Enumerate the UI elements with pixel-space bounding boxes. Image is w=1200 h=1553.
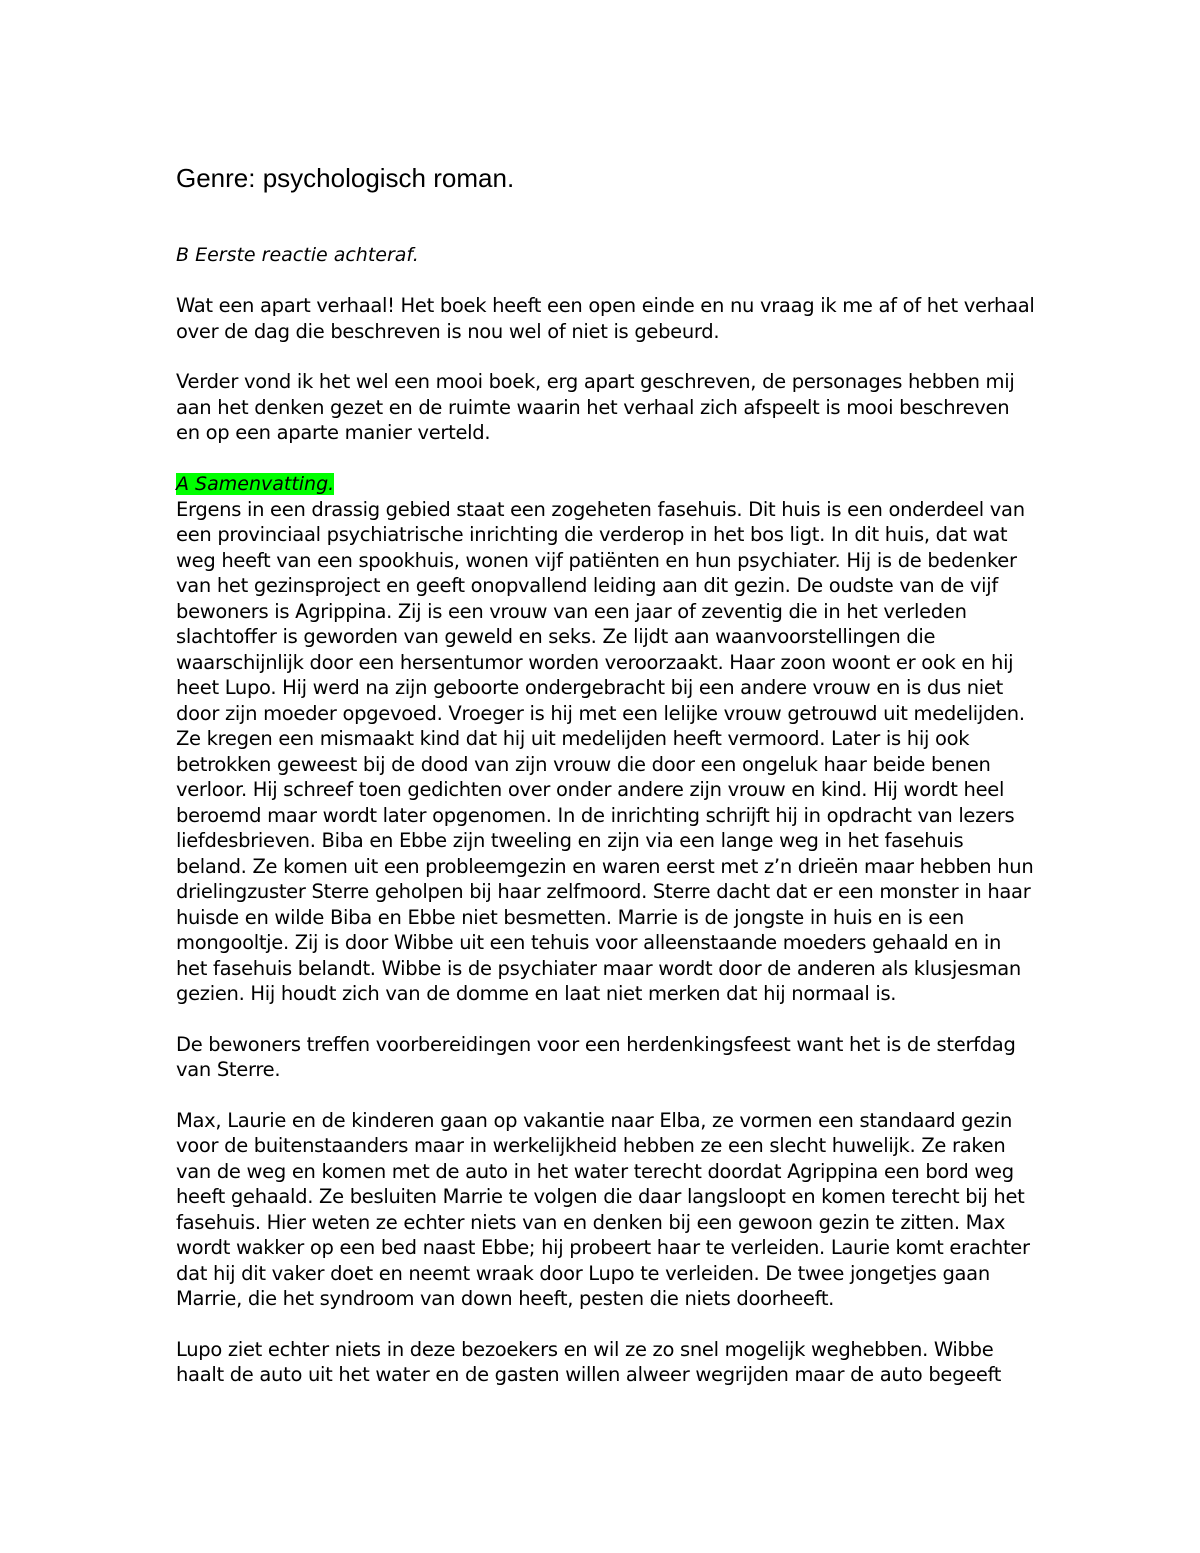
paragraph: Max, Laurie en de kinderen gaan op vakantie naar Elba, ze vormen een standaard gezin voor de buitenstaanders maar in werkelijkheid hebben ze een slecht huwelijk. Ze raken van de weg en komen met de auto in het water terecht doordat Agrippina een bord weg heeft gehaald. Ze besluiten Marrie te volgen die daar langsloopt en komen terecht bij het fasehuis. Hier weten ze echter niets van en denken bij een gewoon gezin te zitten. Max wordt wakker op een bed naast Ebbe; hij probeert haar te verleiden. Laurie komt erachter dat hij dit vaker doet en neemt wraak door Lupo te verleiden. De twee jongetjes gaan Marrie, die het syndroom van down heeft, pesten die niets doorheeft. [176,1108,1030,1310]
section-a-heading: A Samenvatting. [176,472,335,495]
genre-line: Genre: psychologisch roman. [176,163,515,193]
document-content [176,162,1036,1388]
paragraph: Wat een apart verhaal! Het boek heeft een open einde en nu vraag ik me af of het verhaal over de dag die beschreven is nou wel of niet is gebeurd. [176,294,1035,343]
section-b-heading: B Eerste reactie achteraf. [176,244,419,266]
paragraph: Ergens in een drassig gebied staat een zogeheten fasehuis. Dit huis is een onderdeel van een provinciaal psychiatrische inrichting die verderop in het bos ligt. In dit huis, dat wat weg heeft van een spookhuis, wonen vijf patiënten en hun psychiater. Hij is de bedenker van het gezinsproject en geeft onopvallend leiding aan dit gezin. De oudste van de vijf bewoners is Agrippina. Zij is een vrouw van een jaar of zeventig die in het verleden slachtoffer is geworden van geweld en seks. Ze lijdt aan waanvoorstellingen die waarschijnlijk door een hersentumor worden veroorzaakt. Haar zoon woont er ook en hij heet Lupo. Hij werd na zijn geboorte ondergebracht bij een andere vrouw en is dus niet door zijn moeder opgevoed. Vroeger is hij met een lelijke vrouw getrouwd uit medelijden. Ze kregen een mismaakt kind dat hij uit medelijden heeft vermoord. Later is hij ook betrokken geweest bij de dood van zijn vrouw die door een ongeluk haar beide benen verloor. Hij schreef toen gedichten over onder andere zijn vrouw en kind. Hij wordt heel beroemd maar wordt later opgenomen. In de inrichting schrijft hij in opdracht van lezers liefdesbrieven. Biba en Ebbe zijn tweeling en zijn via een lange weg in het fasehuis beland. Ze komen uit een probleemgezin en waren eerst met z’n drieën maar hebben hun drielingzuster Sterre geholpen bij haar zelfmoord. Sterre dacht dat er een monster in haar huisde en wilde Biba en Ebbe niet besmetten. Marrie is de jongste in huis en is een mongooltje. Zij is door Wibbe uit een tehuis voor alleenstaande moeders gehaald en in het fasehuis belandt. Wibbe is de psychiater maar wordt door de anderen als klusjesman gezien. Hij houdt zich van de domme en laat niet merken dat hij normaal is. [176,497,1034,1005]
paragraph: Lupo ziet echter niets in deze bezoekers en wil ze zo snel mogelijk weghebben. Wibbe haalt de auto uit het water en de gasten willen alweer wegrijden maar de auto begeeft [176,1337,1002,1386]
section-a-heading-line [176,471,1036,497]
paragraph: Verder vond ik het wel een mooi boek, erg apart geschreven, de personages hebben mij aan het denken gezet en de ruimte waarin het verhaal zich afspeelt is mooi beschreven en op een aparte manier verteld. [176,370,1015,444]
paragraph: De bewoners treffen voorbereidingen voor een herdenkingsfeest want het is de sterfdag van Sterre. [176,1032,1016,1081]
